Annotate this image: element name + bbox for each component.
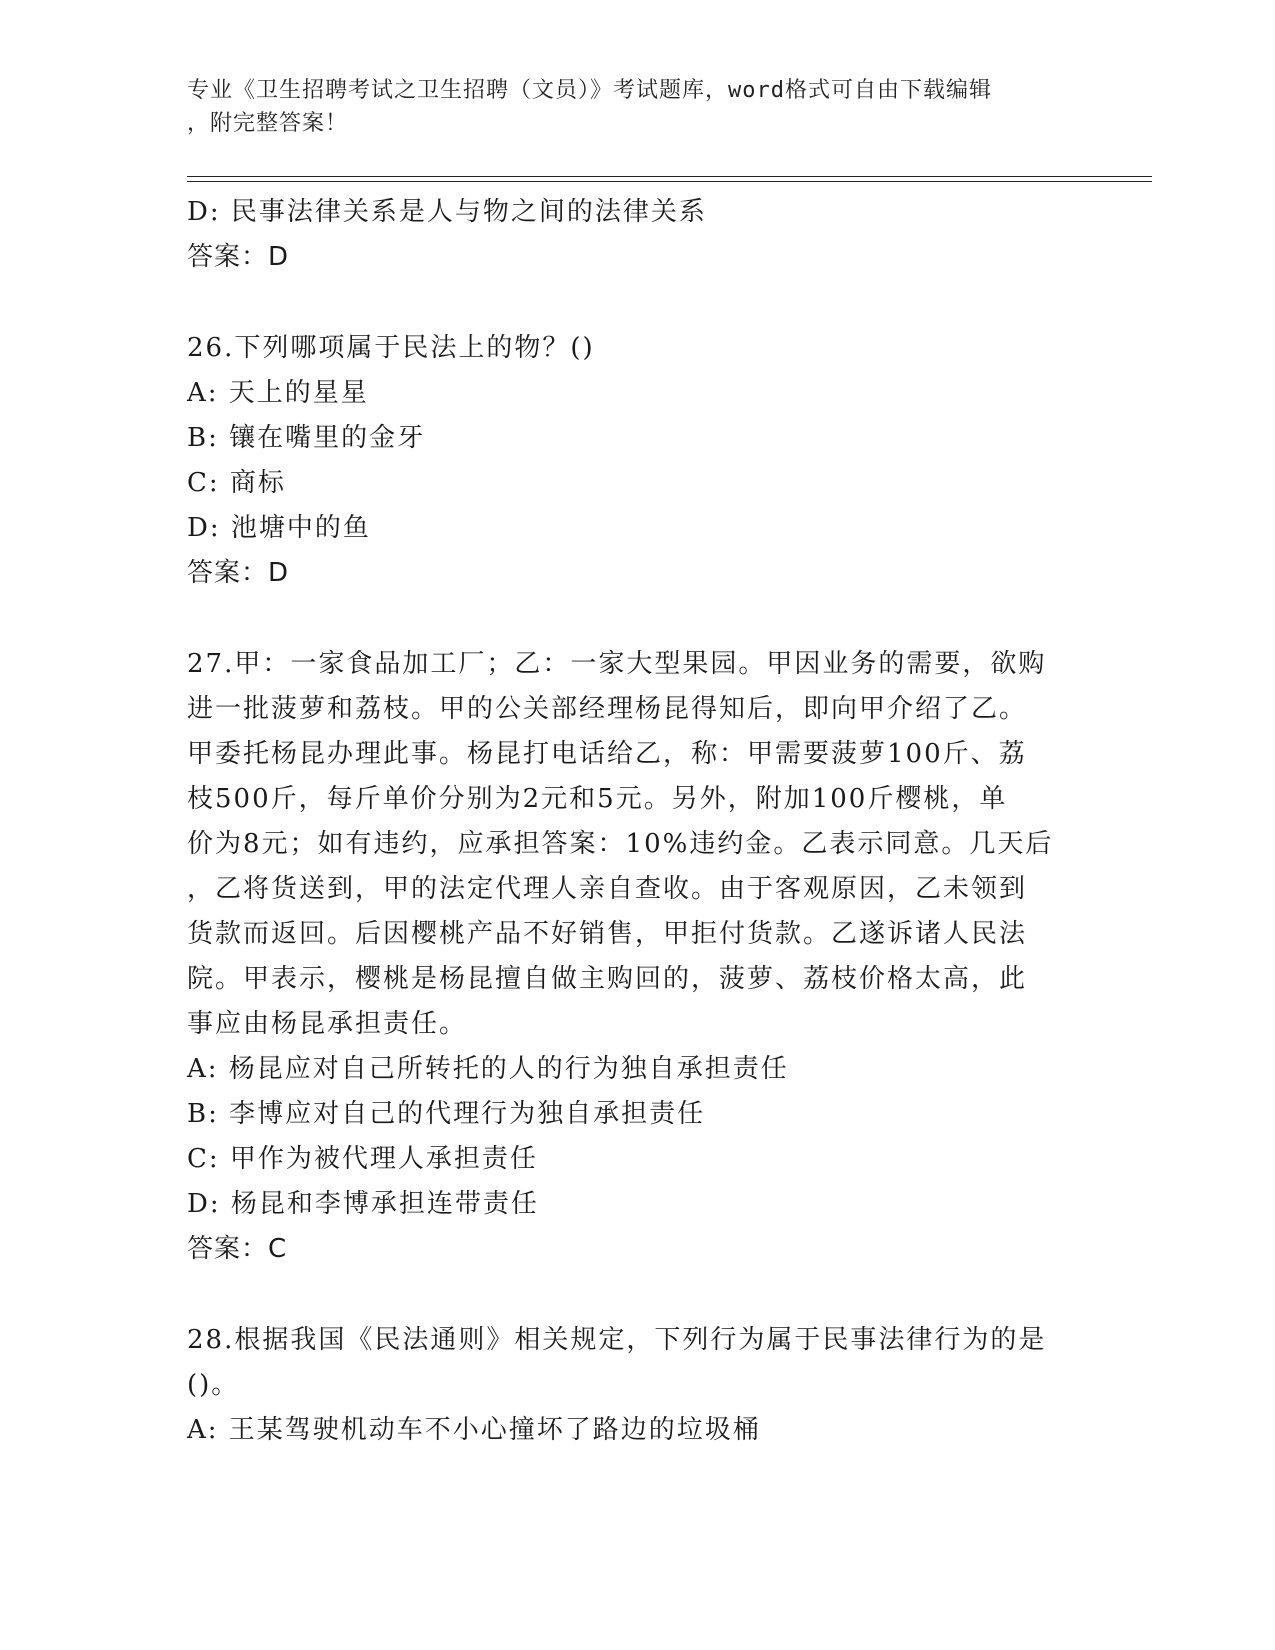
header-divider-top bbox=[187, 176, 1152, 177]
document-header bbox=[187, 74, 1067, 140]
q27-option-b: B: 李博应对自己的代理行为独自承担责任 bbox=[187, 1099, 706, 1129]
q27-stem-line: 事应由杨昆承担责任。 bbox=[187, 1009, 468, 1039]
question-27 bbox=[187, 642, 1087, 1272]
q27-answer: 答案：C bbox=[187, 1234, 288, 1264]
q26-option-b: B: 镶在嘴里的金牙 bbox=[187, 423, 426, 453]
question-content bbox=[187, 190, 1087, 1453]
q26-stem: 26.下列哪项属于民法上的物？() bbox=[187, 333, 595, 363]
q26-option-d: D: 池塘中的鱼 bbox=[187, 513, 371, 543]
q28-stem-line-2: ()。 bbox=[187, 1370, 240, 1400]
header-divider-bottom bbox=[187, 181, 1152, 182]
q27-stem-line: 进一批菠萝和荔枝。甲的公关部经理杨昆得知后，即向甲介绍了乙。 bbox=[187, 694, 1028, 724]
q27-option-d: D: 杨昆和李博承担连带责任 bbox=[187, 1189, 539, 1219]
question-26 bbox=[187, 326, 1087, 596]
spacer bbox=[187, 1272, 1087, 1318]
question-28 bbox=[187, 1318, 1087, 1453]
spacer bbox=[187, 280, 1087, 326]
q27-stem-line: 27.甲：一家食品加工厂；乙：一家大型果园。甲因业务的需要，欲购 bbox=[187, 649, 1047, 679]
q27-stem-line: 价为8元；如有违约，应承担答案：10%违约金。乙表示同意。几天后 bbox=[187, 829, 1054, 859]
q25-answer: 答案：D bbox=[187, 242, 290, 272]
q27-stem-line: 院。甲表示，樱桃是杨昆擅自做主购回的，菠萝、荔枝价格太高，此 bbox=[187, 964, 1028, 994]
q27-stem-line: 货款而返回。后因樱桃产品不好销售，甲拒付货款。乙遂诉诸人民法 bbox=[187, 919, 1028, 949]
spacer bbox=[187, 596, 1087, 642]
q27-stem-line: 枝500斤，每斤单价分别为2元和5元。另外，附加100斤樱桃，单 bbox=[187, 784, 1008, 814]
q26-option-c: C: 商标 bbox=[187, 468, 286, 498]
q27-stem-line: 甲委托杨昆办理此事。杨昆打电话给乙，称：甲需要菠萝100斤、荔 bbox=[187, 739, 1027, 769]
q27-option-c: C: 甲作为被代理人承担责任 bbox=[187, 1144, 538, 1174]
q25-option-d: D: 民事法律关系是人与物之间的法律关系 bbox=[187, 197, 707, 227]
q28-option-a: A: 王某驾驶机动车不小心撞坏了路边的垃圾桶 bbox=[187, 1415, 761, 1445]
q27-stem-line: ，乙将货送到，甲的法定代理人亲自查收。由于客观原因，乙未领到 bbox=[187, 874, 1028, 904]
q28-stem-line-1: 28.根据我国《民法通则》相关规定，下列行为属于民事法律行为的是 bbox=[187, 1325, 1047, 1355]
q26-answer: 答案：D bbox=[187, 558, 290, 588]
header-line-2: ，附完整答案！ bbox=[187, 111, 349, 136]
header-line-1: 专业《卫生招聘考试之卫生招聘（文员）》考试题库，word格式可自由下载编辑 bbox=[187, 78, 992, 103]
q27-option-a: A: 杨昆应对自己所转托的人的行为独自承担责任 bbox=[187, 1054, 789, 1084]
q26-option-a: A: 天上的星星 bbox=[187, 378, 369, 408]
